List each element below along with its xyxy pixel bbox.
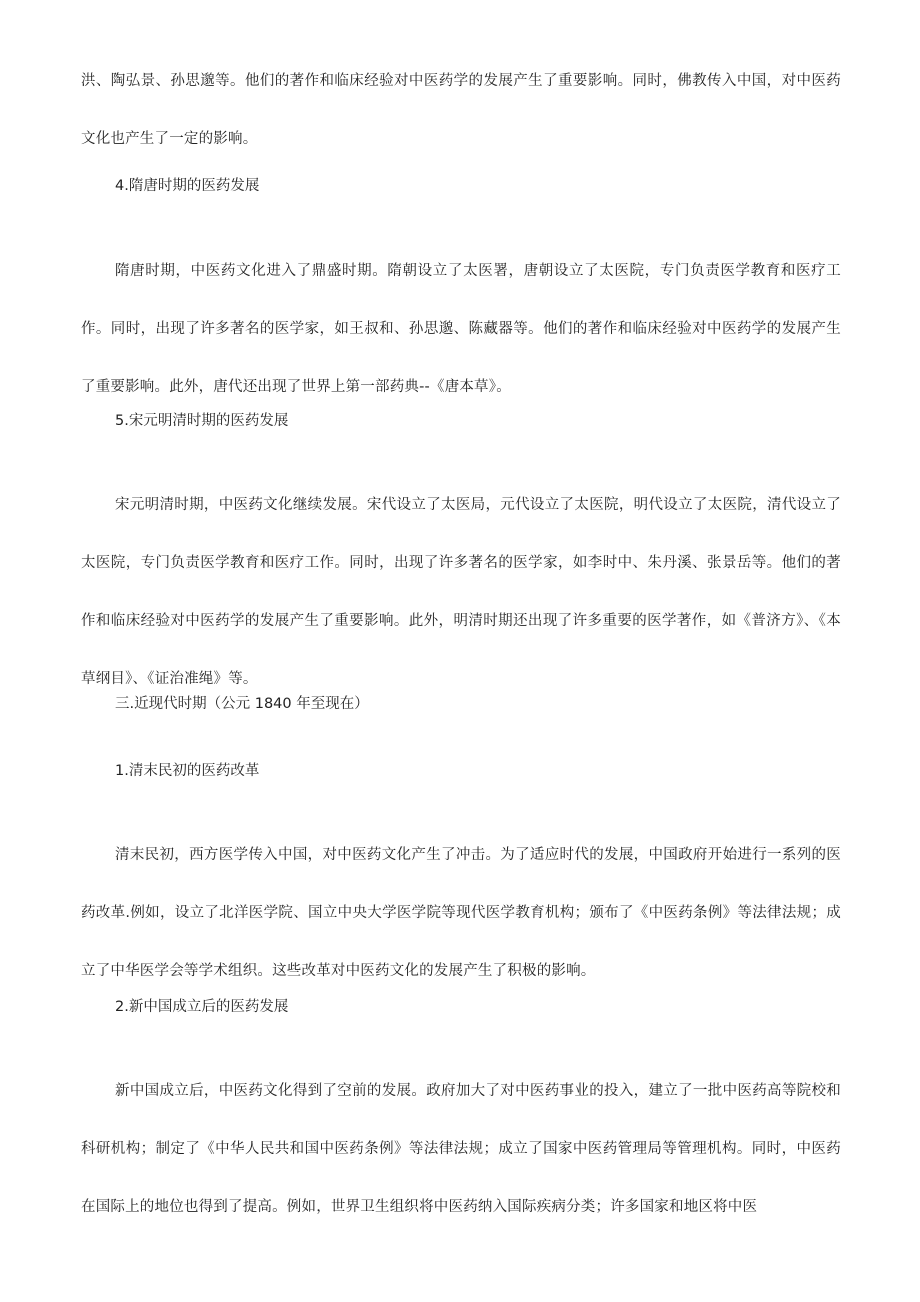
heading-new-china: 2.新中国成立后的医药发展 bbox=[115, 999, 289, 1015]
paragraph-late-qing-reform: 清末民初，西方医学传入中国，对中医药文化产生了冲击。为了适应时代的发展，中国政府开始进行一系列的医药改革.例如，设立了北洋医学院、国立中央大学医学院等现代医学教育机构；颁布了《中医药条例》等法律法规；成立了中华医学会等学术组织。这些改革对中医药文化的发展产生了积极的影响。 bbox=[81, 847, 841, 979]
paragraph-new-china: 新中国成立后，中医药文化得到了空前的发展。政府加大了对中医药事业的投入，建立了一批中医药高等院校和科研机构；制定了《中华人民共和国中医药条例》等法律法规；成立了国家中医药管理局等管理机构。同时，中医药在国际上的地位也得到了提高。例如，世界卫生组织将中医药纳入国际疾病分类；许多国家和地区将中医 bbox=[81, 1083, 841, 1215]
heading-modern-era: 三.近现代时期（公元 1840 年至现在） bbox=[115, 696, 369, 712]
paragraph-sui-tang: 隋唐时期，中医药文化进入了鼎盛时期。隋朝设立了太医署，唐朝设立了太医院，专门负责医学教育和医疗工作。同时，出现了许多著名的医学家，如王叔和、孙思邈、陈藏器等。他们的著作和临床经验对中医药学的发展产生了重要影响。此外，唐代还出现了世界上第一部药典--《唐本草》。 bbox=[81, 263, 841, 395]
heading-late-qing-reform: 1.清末民初的医药改革 bbox=[115, 763, 260, 779]
heading-song-yuan-ming-qing: 5.宋元明清时期的医药发展 bbox=[115, 413, 289, 429]
heading-sui-tang: 4.隋唐时期的医药发展 bbox=[115, 178, 260, 194]
paragraph-song-yuan-ming-qing: 宋元明清时期，中医药文化继续发展。宋代设立了太医局，元代设立了太医院，明代设立了太医院，清代设立了太医院，专门负责医学教育和医疗工作。同时，出现了许多著名的医学家，如李时中、朱丹溪、张景岳等。他们的著作和临床经验对中医药学的发展产生了重要影响。此外，明清时期还出现了许多重要的医学著作，如《普济方》、《本草纲目》、《证治准绳》等。 bbox=[81, 497, 841, 687]
paragraph-wei-jin-continuation: 洪、陶弘景、孙思邈等。他们的著作和临床经验对中医药学的发展产生了重要影响。同时，佛教传入中国，对中医药文化也产生了一定的影响。 bbox=[81, 73, 841, 147]
